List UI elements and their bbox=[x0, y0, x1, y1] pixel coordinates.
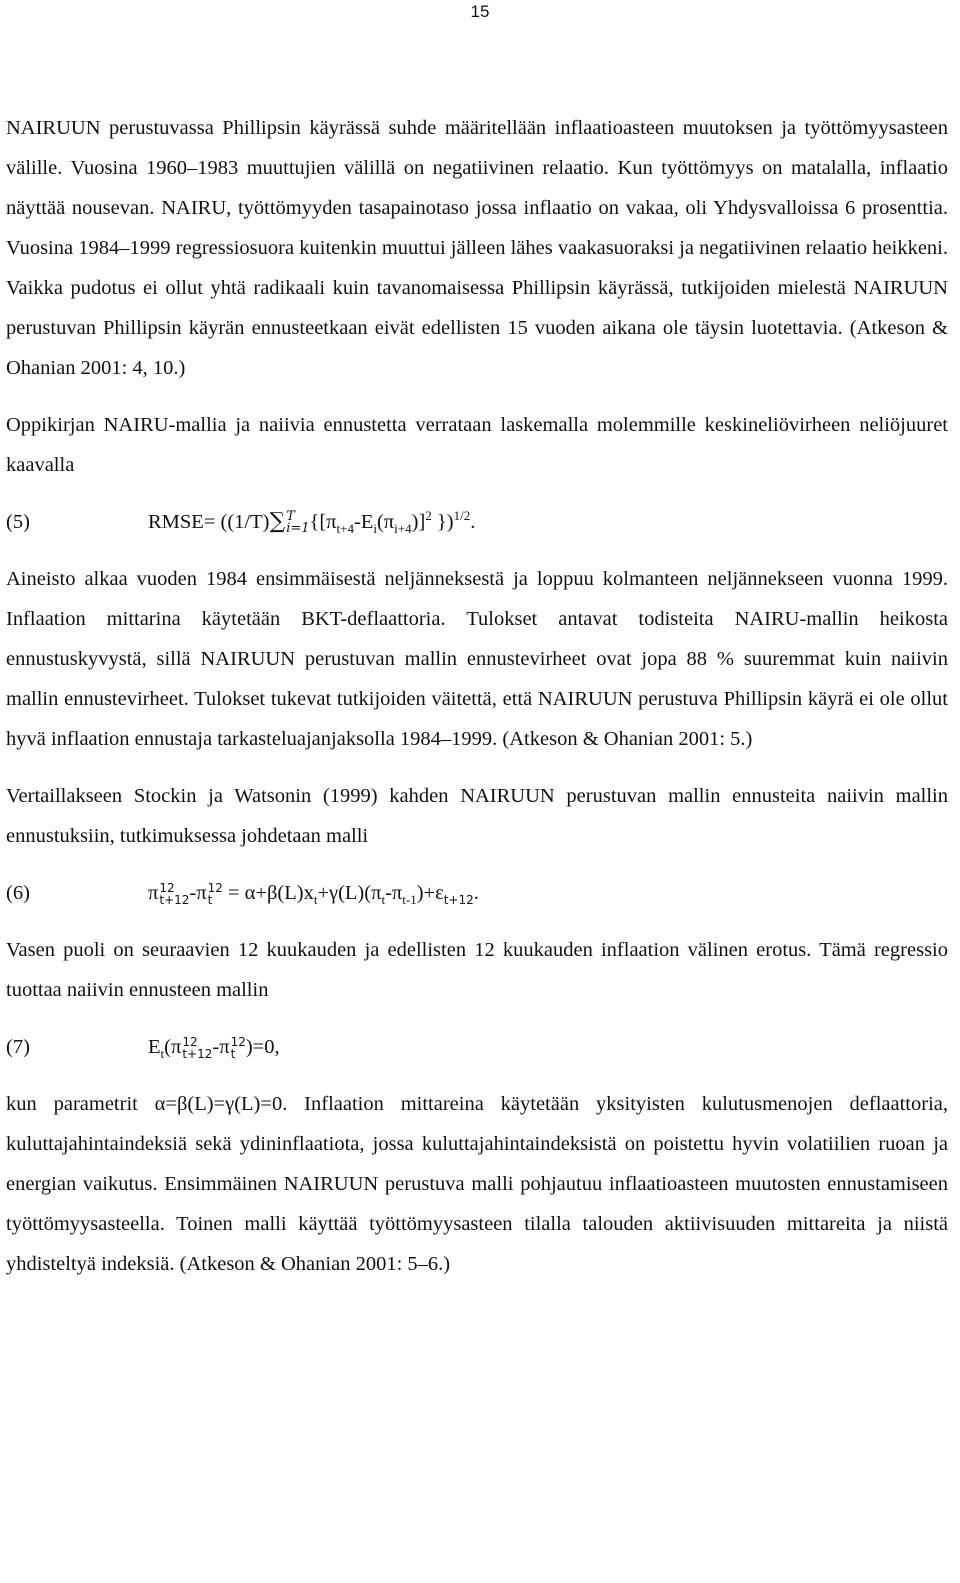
paragraph-parameters: kun parametrit α=β(L)=γ(L)=0. Inflaation mittareina käytetään yksityisten kulutusmenojen deflaattoria, kuluttajahintaindeksiä sekä ydininflaatiota, jossa kuluttajahintaindeksistä on poistettu hyvin volatiilien ruoan ja energian vaikutus. Ensimmäinen NAIRUUN perustuva malli pohjautuu inflaatioasteen muutosten ennustamiseen työttömyysasteella. Toinen malli käyttää työttömyysasteen tilalla talouden aktiivisuuden mittareita ja niistä yhdisteltyä indeksiä. (Atkeson & Ohanian 2001: 5–6.) bbox=[6, 1093, 948, 1275]
paragraph-rmse-intro: Oppikirjan NAIRU-mallia ja naiivia ennustetta verrataan laskemalla molemmille keskineliövirheen neliöjuuret kaavalla bbox=[6, 414, 948, 476]
equation-7 bbox=[6, 1027, 948, 1067]
equation-number: (5) bbox=[6, 511, 30, 533]
equation-body: π 12 t+12 -π 12 t = $\alpha+\beta(L)x_t+\gamma(L)(\pi_t-\pi_{t-1})+\varepsilon_{t+12}$. bbox=[148, 881, 479, 908]
equation-body: $E_t(\pi$ 12 t+12 -π 12 t )=0, bbox=[148, 1035, 280, 1062]
paragraph-stock-watson: Vertaillakseen Stockin ja Watsonin (1999) kahden NAIRUUN perustuvan mallin ennusteita naiivin mallin ennustuksiin, tutkimuksessa johdetaan malli bbox=[6, 785, 948, 847]
paragraph-results: Aineisto alkaa vuoden 1984 ensimmäisestä neljänneksestä ja loppuu kolmanteen neljännekseen vuonna 1999. Inflaation mittarina käytetään BKT-deflaattoria. Tulokset antavat todisteita NAIRU-mallin heikosta ennustuskyvystä, sillä NAIRUUN perustuvan mallin ennustevirheet ovat jopa 88 % suuremmat kuin naiivin mallin ennustevirheet. Tulokset tukevat tutkijoiden väitettä, että NAIRUUN perustuva Phillipsin käyrä ei ole ollut hyvä inflaation ennustaja tarkasteluajanjaksolla 1984–1999. (Atkeson & Ohanian 2001: 5.) bbox=[6, 568, 948, 750]
summation-symbol: ∑ bbox=[269, 509, 286, 534]
equation-6 bbox=[6, 873, 948, 913]
equation-number: (7) bbox=[6, 1036, 30, 1058]
equation-number: (6) bbox=[6, 882, 30, 904]
page-number: 15 bbox=[470, 2, 490, 21]
summation-limits: T i=1 bbox=[286, 509, 310, 537]
document-body bbox=[6, 108, 948, 1284]
equation-body: RMSE= ((1/T)∑ T i=1 {$[\pi_{t+4}-E_i(\pi_{i+4})]^2$ })$^{1/2}$. bbox=[148, 508, 476, 537]
paragraph-phillips-curve: NAIRUUN perustuvassa Phillipsin käyrässä suhde määritellään inflaatioasteen muutoksen ja työttömyysasteen välille. Vuosina 1960–1983 muuttujien välillä on negatiivinen relaatio. Kun työttömyys on matalalla, inflaatio näyttää nousevan. NAIRU, työttömyyden tasapainotaso jossa inflaatio on vakaa, oli Yhdysvalloissa 6 prosenttia. Vuosina 1984–1999 regressiosuora kuitenkin muuttui jälleen lähes vaakasuoraksi ja negatiivinen relaatio heikkeni. Vaikka pudotus ei ollut yhtä radikaali kuin tavanomaisessa Phillipsin käyrässä, tutkijoiden mielestä NAIRUUN perustuvan Phillipsin käyrän ennusteetkaan eivät edellisten 15 vuoden aikana ole täysin luotettavia. (Atkeson & Ohanian 2001: 4, 10.) bbox=[6, 117, 948, 379]
paragraph-left-side: Vasen puoli on seuraavien 12 kuukauden ja edellisten 12 kuukauden inflaation välinen erotus. Tämä regressio tuottaa naiivin ennusteen mallin bbox=[6, 939, 948, 1001]
equation-5 bbox=[6, 502, 948, 542]
